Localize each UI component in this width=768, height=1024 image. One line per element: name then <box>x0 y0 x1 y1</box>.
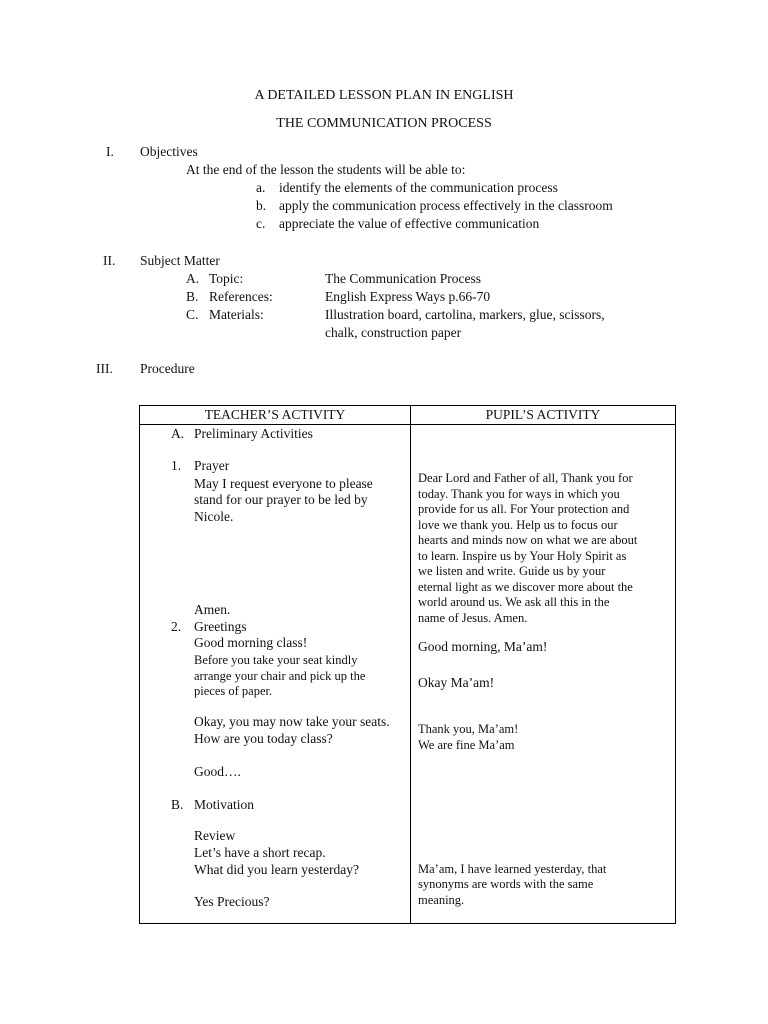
pupil-line: We are fine Ma’am <box>418 738 515 752</box>
objectives-intro: At the end of the lesson the students will be able to: <box>186 162 466 177</box>
subject-label: References: <box>209 289 273 304</box>
pupil-line: meaning. <box>418 893 465 907</box>
teacher-line: Before you take your seat kindly <box>194 653 358 667</box>
pupil-activity-cell <box>411 425 676 924</box>
pupil-line: to learn. Inspire us by Your Holy Spirit as <box>418 549 627 563</box>
subject-label: Topic: <box>209 271 244 286</box>
teacher-line: Okay, you may now take your seats. <box>194 714 390 729</box>
teacher-line: May I request everyone to please <box>194 476 373 491</box>
teacher-line: Let’s have a short recap. <box>194 845 326 860</box>
pupil-line: love we thank you. Help us to focus our <box>418 518 618 532</box>
subject-label: Materials: <box>209 307 264 322</box>
objective-marker: c. <box>256 216 266 231</box>
pupil-line: Good morning, Ma’am! <box>418 639 548 654</box>
teacher-line: pieces of paper. <box>194 684 273 698</box>
objective-marker: b. <box>256 198 267 213</box>
step-marker: 1. <box>171 458 182 473</box>
pupil-line: world around us. We ask all this in the <box>418 595 610 609</box>
section-marker: A. <box>171 426 185 441</box>
teacher-line: Nicole. <box>194 509 234 524</box>
objective-marker: a. <box>256 180 266 195</box>
teacher-line: Yes Precious? <box>194 894 270 909</box>
step-heading: Greetings <box>194 619 247 634</box>
teacher-line: arrange your chair and pick up the <box>194 669 366 683</box>
teacher-line: How are you today class? <box>194 731 333 746</box>
objective-item: identify the elements of the communication process <box>279 180 558 195</box>
teacher-line: Good…. <box>194 764 241 779</box>
table-row <box>140 425 676 924</box>
subject-matter-numeral: II. <box>103 253 116 268</box>
section-heading: Motivation <box>194 797 254 812</box>
procedure-numeral: III. <box>96 361 113 376</box>
teacher-line: Good morning class! <box>194 635 308 650</box>
objectives-numeral: I. <box>106 144 114 159</box>
pupil-line: Okay Ma’am! <box>418 675 495 690</box>
subject-matter-heading: Subject Matter <box>140 253 220 268</box>
document-subtitle: THE COMMUNICATION PROCESS <box>276 116 492 131</box>
section-marker: B. <box>171 797 184 812</box>
subject-value: Illustration board, cartolina, markers, glue, scissors, <box>325 307 605 322</box>
teacher-line: stand for our prayer to be led by <box>194 492 368 507</box>
pupil-line: Ma’am, I have learned yesterday, that <box>418 862 607 876</box>
subject-value: English Express Ways p.66-70 <box>325 289 491 304</box>
document-title: A DETAILED LESSON PLAN IN ENGLISH <box>254 88 514 103</box>
teacher-line: Amen. <box>194 602 231 617</box>
pupil-line: we listen and write. Guide us by your <box>418 564 606 578</box>
section-heading: Preliminary Activities <box>194 426 313 441</box>
pupil-line: Dear Lord and Father of all, Thank you for <box>418 471 633 485</box>
objectives-heading: Objectives <box>140 144 198 159</box>
pupil-activity-header: PUPIL’S ACTIVITY <box>411 406 676 425</box>
objective-item: apply the communication process effectively in the classroom <box>279 198 613 213</box>
table-header-row <box>140 406 676 425</box>
subject-value: The Communication Process <box>325 271 481 286</box>
subject-value: chalk, construction paper <box>325 325 462 340</box>
pupil-line: today. Thank you for ways in which you <box>418 487 620 501</box>
pupil-line: provide for us all. For Your protection and <box>418 502 630 516</box>
subject-marker: C. <box>186 307 199 322</box>
procedure-table <box>139 405 676 924</box>
teacher-line: Review <box>194 828 236 843</box>
pupil-line: name of Jesus. Amen. <box>418 611 528 625</box>
subject-marker: B. <box>186 289 199 304</box>
procedure-heading: Procedure <box>140 361 195 376</box>
step-marker: 2. <box>171 619 182 634</box>
pupil-line: Thank you, Ma’am! <box>418 722 519 736</box>
pupil-line: hearts and minds now on what we are about <box>418 533 638 547</box>
objective-item: appreciate the value of effective communication <box>279 216 540 231</box>
pupil-line: synonyms are words with the same <box>418 877 594 891</box>
teacher-activity-header: TEACHER’S ACTIVITY <box>140 406 411 425</box>
subject-marker: A. <box>186 271 200 286</box>
step-heading: Prayer <box>194 458 230 473</box>
pupil-line: eternal light as we discover more about the <box>418 580 633 594</box>
teacher-line: What did you learn yesterday? <box>194 862 359 877</box>
teacher-activity-cell <box>140 425 411 924</box>
